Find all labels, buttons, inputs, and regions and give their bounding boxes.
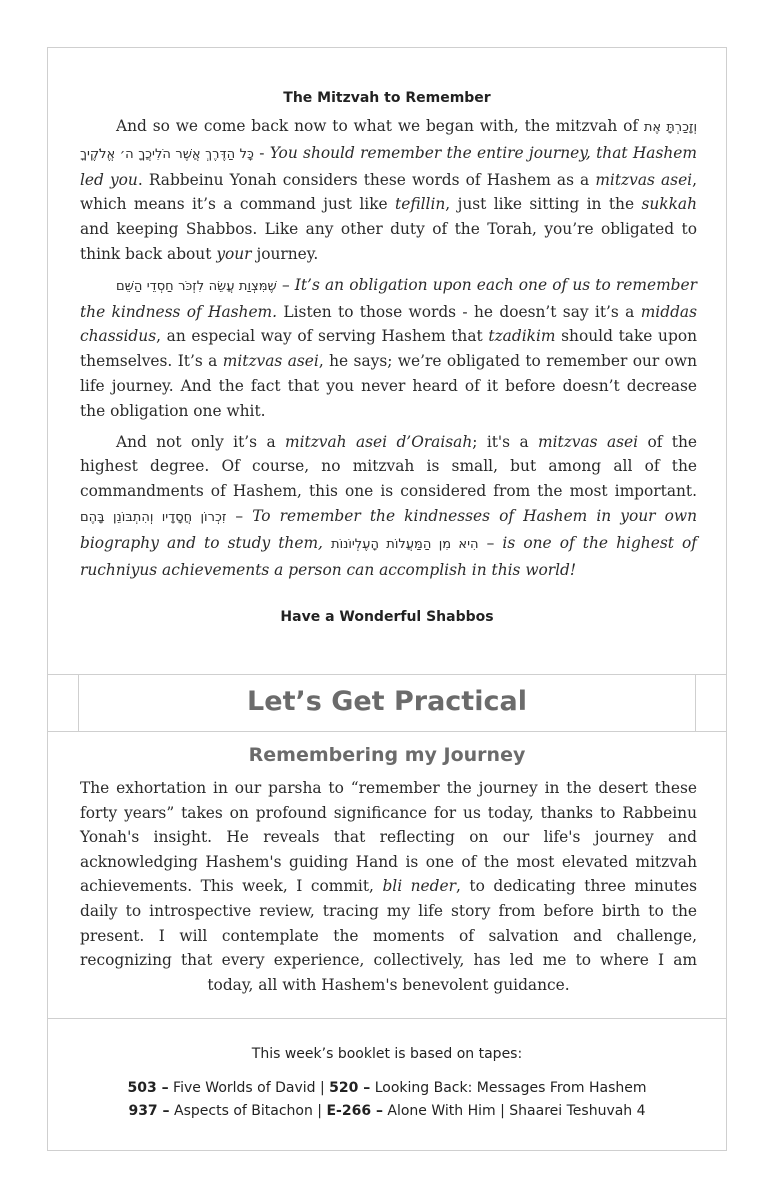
- italic-translation: is one of the highest of ruchniyus achievements a person can accomplish in this world!: [80, 533, 697, 579]
- italic-translation: You should remember the entire journey, that Hashem led you: [80, 143, 697, 189]
- closing-greeting: Have a Wonderful Shabbos: [280, 609, 494, 625]
- text-run: and keeping Shabbos. Like any other duty of the Torah, you’re obligated to think back about: [80, 220, 697, 263]
- italic-term: middas chassidus: [80, 302, 697, 346]
- tape-number: 503 –: [127, 1080, 169, 1096]
- tape-separator: |: [312, 1103, 327, 1119]
- tape-separator: |: [495, 1103, 510, 1119]
- practical-subtitle: Remembering my Journey: [248, 744, 526, 766]
- italic-term: mitzvah asei d’Oraisah: [285, 432, 473, 451]
- article-paragraph-2: [80, 273, 697, 424]
- hebrew-quote: שֶׁמִּצְוַת עֲשֵׂה לִזְכֹּר חַסְדֵי הַשֵּׁם: [116, 278, 277, 294]
- text-run: And so we come back now to what we began with, the mitzvah of: [116, 117, 644, 135]
- italic-term: sukkah: [641, 195, 698, 214]
- tape-number: 937 –: [128, 1103, 170, 1119]
- hebrew-quote: זִכְרוֹן חֲסָדָיו וְהִתְבּוֹנֵן בָּהֶם: [80, 509, 227, 525]
- tape-title: Aspects of Bitachon: [169, 1103, 313, 1119]
- tape-title: Alone With Him: [382, 1103, 496, 1119]
- italic-term: mitzvas asei: [222, 352, 319, 371]
- text-run: [323, 534, 331, 552]
- hebrew-quote: וְזָכַרְתָּ אֶת כָּל הַדֶּרֶךְ אֲשֶׁר הֹלִיכֲךָ ה׳ אֱלֹקֶיךָ: [80, 120, 698, 162]
- hebrew-quote: הִיא מִן הַמַּעֲלוֹת הָעֶלְיוֹנוֹת: [331, 536, 479, 552]
- page-frame: [47, 47, 727, 1151]
- article-body: [80, 114, 697, 588]
- tapes-divider: [48, 1018, 726, 1019]
- tape-list-line: [48, 1103, 726, 1119]
- tape-title: Five Worlds of David: [168, 1080, 316, 1096]
- italic-term: mitzvas asei: [595, 170, 693, 189]
- text-run: -: [253, 143, 270, 162]
- text-run: . Rabbeinu Yonah considers these words of Hashem as a: [137, 170, 596, 189]
- tape-title: Shaarei Teshuvah 4: [509, 1103, 646, 1119]
- text-run: And not only it’s a: [116, 432, 285, 451]
- section-title-mitzvah: The Mitzvah to Remember: [283, 90, 491, 106]
- text-run: –: [276, 275, 295, 294]
- practical-banner: [48, 674, 726, 732]
- italic-term: bli neder: [382, 877, 456, 896]
- text-run: , he says; we’re obligated to remember our own life journey. And the fact that you never heard of it before doesn’t decrease the obligation one whit.: [80, 352, 697, 420]
- italic-term: mitzvas asei: [538, 432, 639, 451]
- tape-separator: |: [315, 1080, 330, 1096]
- tape-number: E-266 –: [326, 1103, 383, 1119]
- article-paragraph-3: [80, 430, 697, 583]
- text-run: should take upon themselves. It’s a: [80, 327, 698, 371]
- article-paragraph-1: [80, 114, 697, 267]
- text-run: journey.: [251, 244, 319, 263]
- tape-list-line: [48, 1080, 726, 1096]
- practical-body: [80, 776, 697, 997]
- text-run: of the highest degree. Of course, no mitzvah is small, but among all of the commandments of Hashem, this one is considered from the most important.: [80, 432, 697, 501]
- text-run: , just like sitting in the: [445, 195, 642, 214]
- italic-term: your: [216, 244, 252, 263]
- italic-translation: It’s an obligation upon each one of us to remember the kindness of Hashem.: [80, 275, 698, 321]
- practical-banner-inner: [78, 675, 696, 731]
- tape-number: 520 –: [329, 1080, 371, 1096]
- italic-term: tefillin: [395, 195, 446, 214]
- text-run: –: [226, 506, 253, 525]
- text-run: –: [478, 533, 503, 552]
- text-run: , to dedicating three minutes daily to introspective review, tracing my life story from before birth to the present. I will contemplate the moments of salvation and challenge, recognizing that every experience, collectively, has led me to where I am today, all with Hashem's benevolent guidance.: [80, 877, 697, 994]
- tapes-heading: This week’s booklet is based on tapes:: [251, 1046, 523, 1062]
- text-run: Listen to those words - he doesn’t say it’s a: [277, 302, 641, 321]
- text-run: The exhortation in our parsha to “remember the journey in the desert these forty years” takes on profound significance for us today, thanks to Rabbeinu Yonah's insight. He reveals that reflecting on our life's journey and acknowledging Hashem's guiding Hand is one of the most elevated mitzvah achievements. This week, I commit,: [80, 779, 697, 896]
- italic-term: tzadikim: [488, 327, 556, 346]
- italic-translation: To remember the kindnesses of Hashem in your own biography and to study them,: [80, 506, 697, 552]
- text-run: , an especial way of serving Hashem that: [156, 327, 489, 346]
- text-run: , which means it’s a command just like: [80, 170, 698, 214]
- practical-title: Let’s Get Practical: [247, 686, 527, 717]
- tape-title: Looking Back: Messages From Hashem: [370, 1080, 647, 1096]
- text-run: ; it's a: [472, 432, 538, 451]
